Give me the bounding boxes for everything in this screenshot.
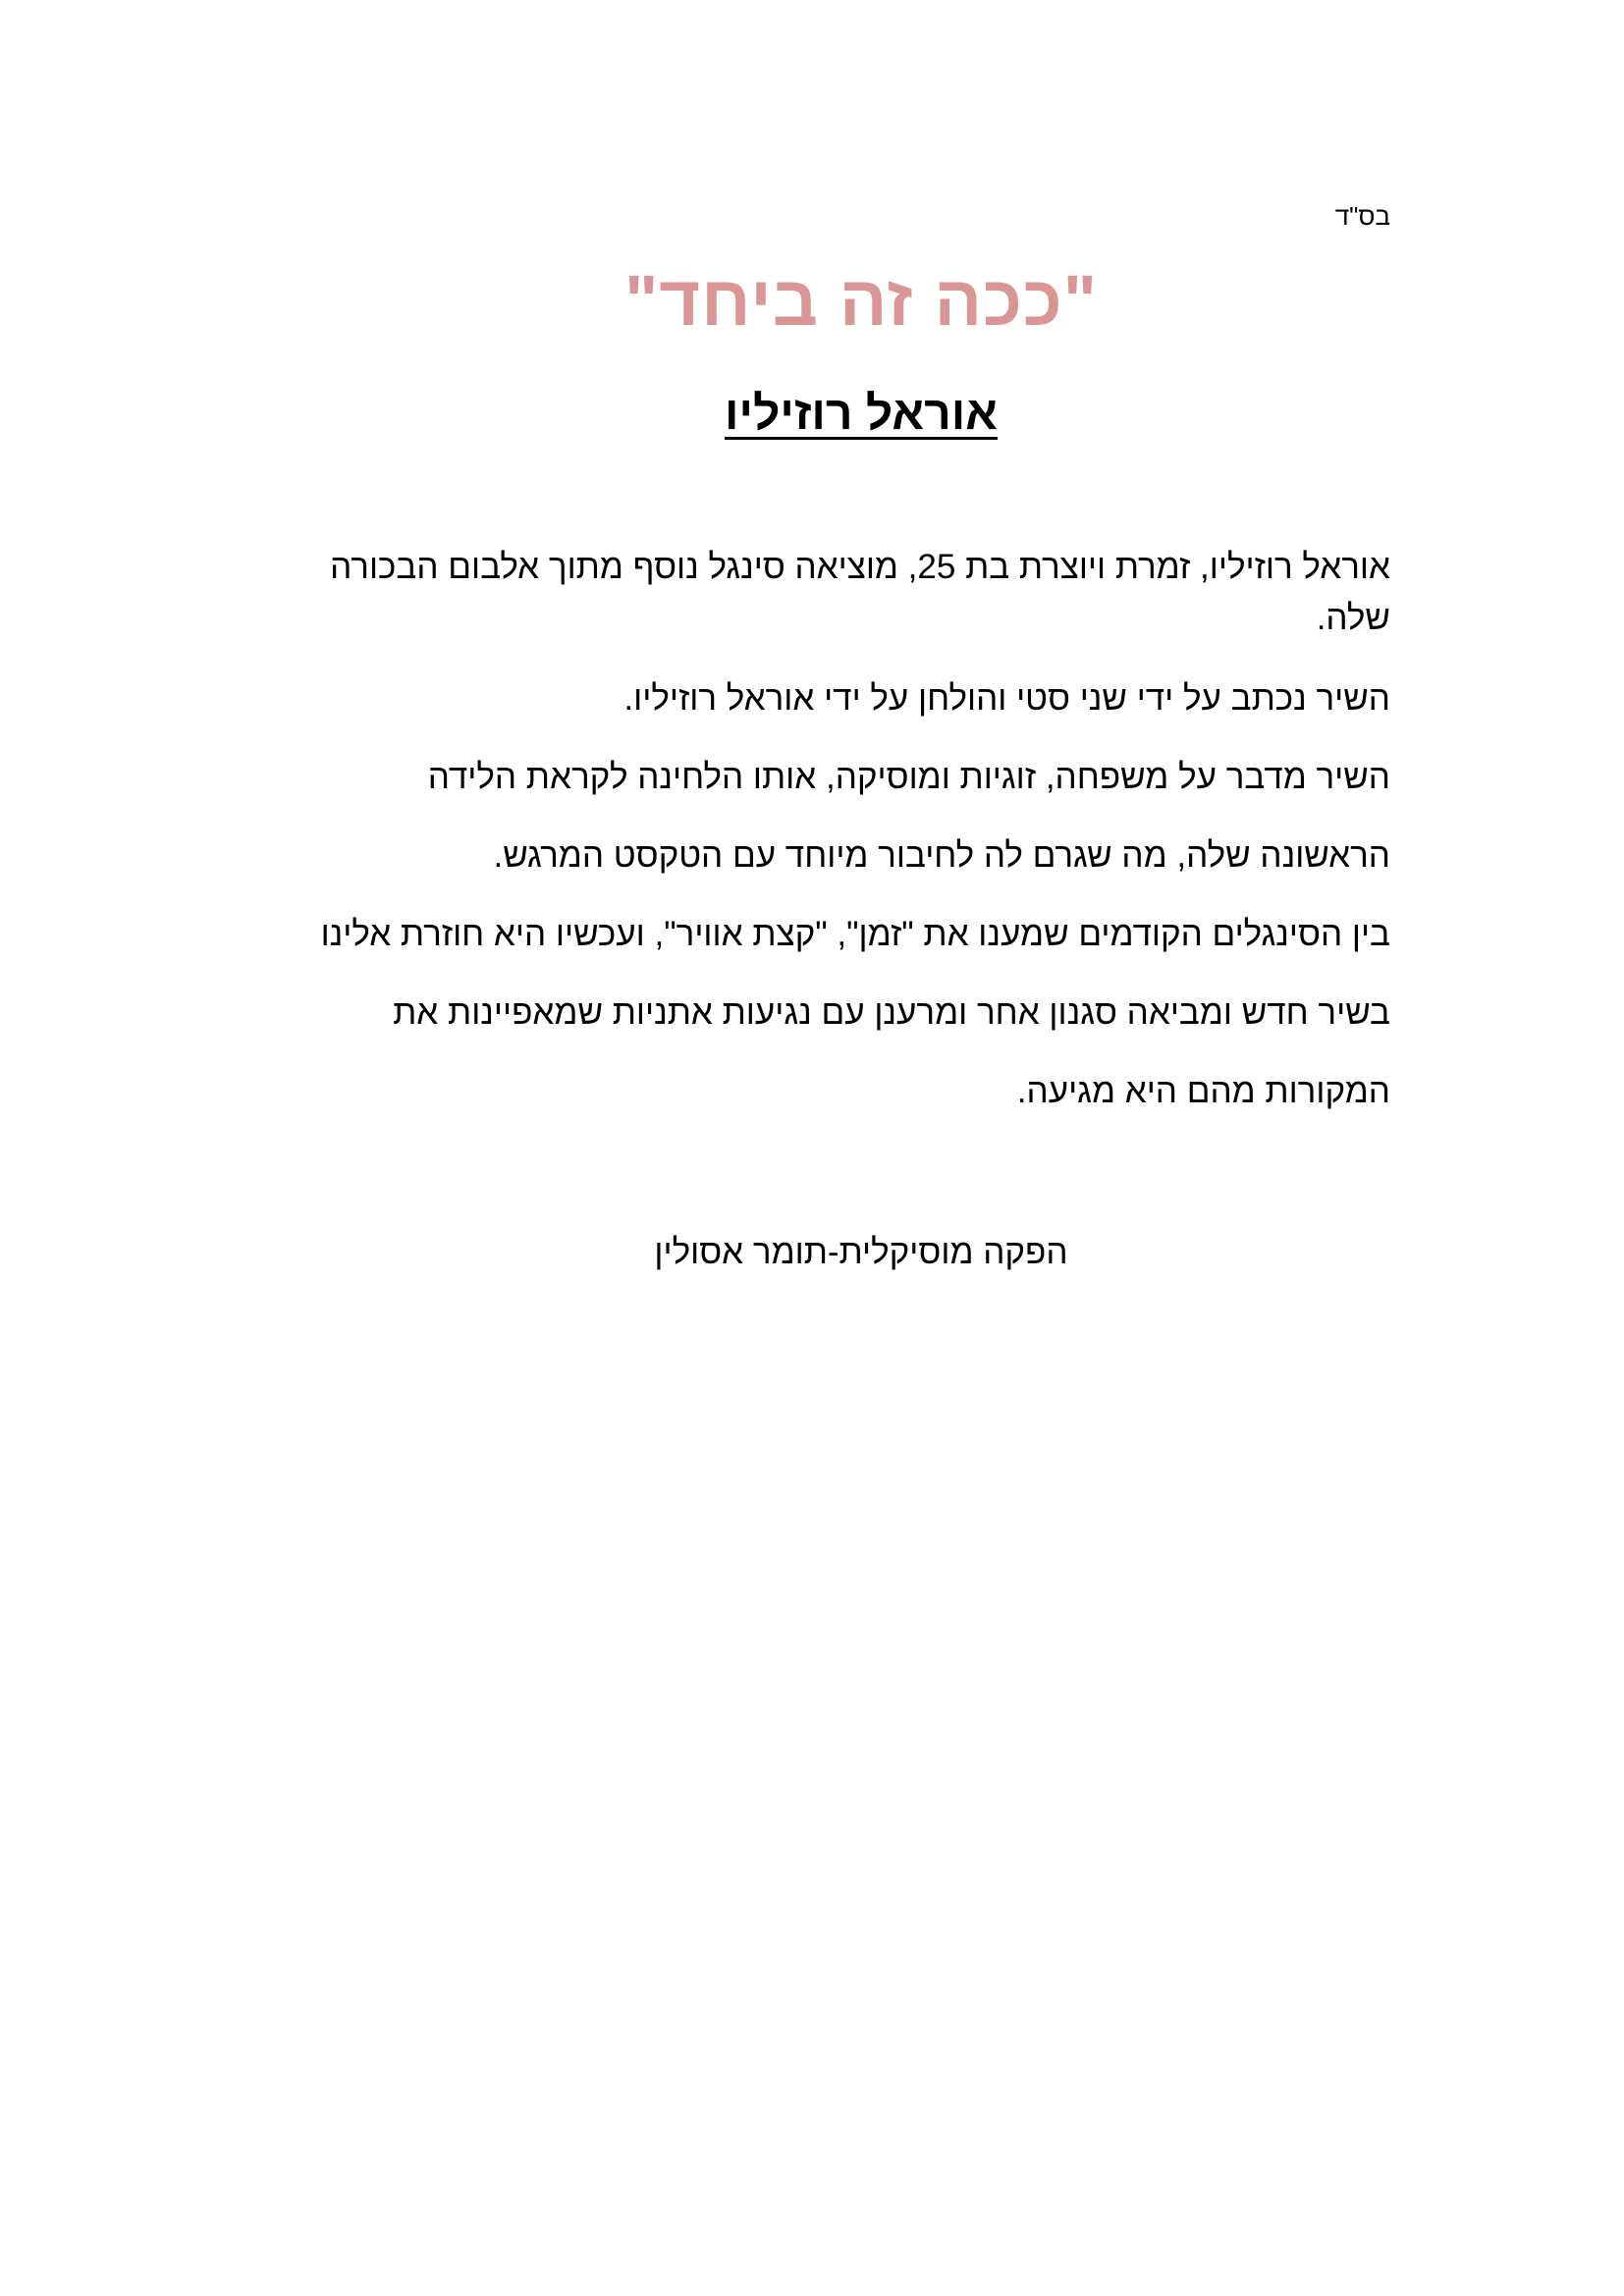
body-line-4: בין הסינגלים הקודמים שמענו את "זמן", "קצת אוויר", ועכשיו היא חוזרת אלינו [320, 915, 1390, 953]
artist-name-text: אוראל רוזיליו [724, 388, 998, 440]
production-credit: הפקה מוסיקלית-תומר אסולין [654, 1233, 1068, 1271]
intro-paragraph: אוראל רוזיליו, זמרת ויוצרת בת 25, מוציאה סינגל נוסף מתוך אלבום הבכורה שלה. [330, 548, 1390, 637]
body-line-6: המקורות מהם היא מגיעה. [1016, 1072, 1390, 1110]
body-line-3: הראשונה שלה, מה שגרם לה לחיבור מיוחד עם הטקסט המרגש. [493, 836, 1390, 875]
body-line-5: בשיר חדש ומביאה סגנון אחר ומרענן עם נגיעות אתניות שמאפיינות את [393, 993, 1390, 1032]
body-line-2: השיר מדבר על משפחה, זוגיות ומוסיקה, אותו הלחינה לקראת הלידה [427, 758, 1390, 796]
press-release-body [251, 542, 1390, 1145]
bsd-header: בס"ד [1334, 201, 1390, 231]
song-title: "ככה זה ביחד" [624, 262, 1098, 341]
body-line-1: השיר נכתב על ידי שני סטי והולחן על ידי אוראל רוזיליו. [623, 679, 1390, 718]
artist-name [0, 385, 1624, 444]
